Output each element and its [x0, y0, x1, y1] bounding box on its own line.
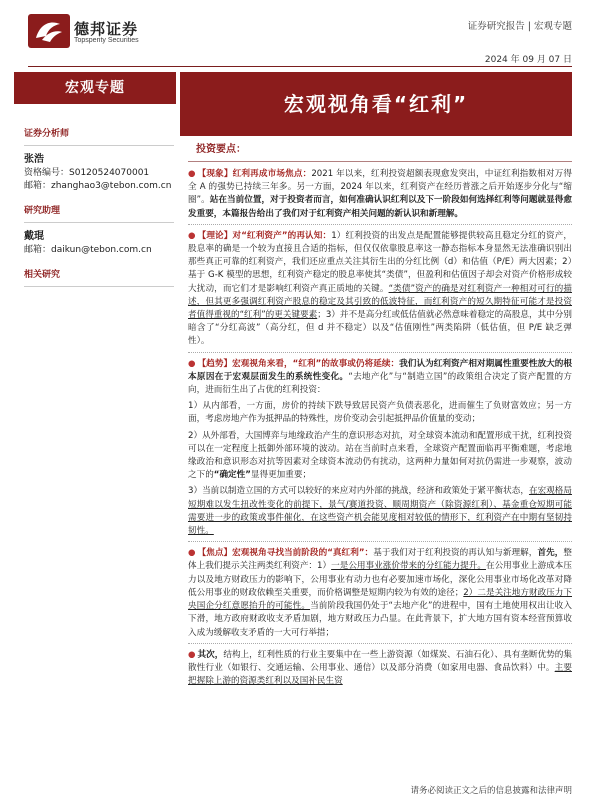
- paragraph-divider: [188, 352, 572, 353]
- bullet-icon: ●: [188, 649, 196, 660]
- paragraph-divider: [188, 541, 572, 542]
- analyst-cert: 资格编号：S0120524070001: [24, 168, 150, 178]
- paragraph-focus: ● 【焦点】宏观视角寻找当前阶段的“真红利”：基于我们对于红利投资的再认知与新理解，首先，整体上我们提示关注两类红利资产：1）一是公用事业涨价带来的分红能力提升。在公用事业上游成本压力以及地方财政压力的影响下，公用事业有动力也有必要加速市场化，深化公用事业市场化改革对降低公用事业的财政依赖至关重要，而价格调整是短期内较为有效的途径；2）二是关注地方财政压力下央国企分红意愿抬升的可能性。当前阶段我国仍处于“去地产化”的进程中，国有土地使用权出让收入下滑，地方政府财政收支矛盾加剧，地方财政压力凸显。在此背景下，扩大地方国有资本经营预算收入成为缓解收支矛盾的一大可行举措；: [188, 548, 572, 638]
- header-divider: [28, 66, 572, 67]
- bullet-icon: ●: [188, 548, 196, 559]
- trend-point-1: 1）从内部看，一方面，房价的持续下跌导致居民资产负债表恶化，进而催生了负财富效应；另一方面，考虑房地产作为抵押品的特殊性，房价变动会引起抵押品价值量的变动；: [188, 401, 572, 425]
- bullet-icon: ●: [188, 230, 196, 241]
- main-content: [188, 136, 572, 691]
- paragraph-trend: ● 【趋势】宏观视角来看，“红利”的故事或仍将延续：我们认为红利资产相对期属性重要性放大的根本原因在于宏观层面发生的系统性变化。“去地产化”与“制造立国”的政策组合决定了资产配置的方向，进而衍生出了占优的红利投资：: [188, 358, 572, 396]
- analyst-email[interactable]: 邮箱：zhanghao3@tebon.com.cn: [24, 181, 172, 191]
- paragraph-theory: ● 【理论】对“红利资产”的再认知：1）红利投资的出发点是配置能够提供较高且稳定分红的资产，股息率的确是一个较为直接且合适的指标，但仅仅依靠股息率这一静态指标本身显然无法准确识别出那些真正可靠的红利资产，我们还应重点关注其衍生出的分红比例（d）和估值（P/E）两大因素；2）基于 G-K 模型的思想，红利资产稳定的股息率使其“类债”，但盈利和估值因子却会对资产价格形成较大扰动，而它们才是影响红利资产真正质地的关键。“类债”资产的确是对红利资产一种相对可行的描述，但其更多强调红利资产股息的稳定及其引致的低波特征，而红利资产的短久期特征可能才是投资者值得重视的“红利”的更关键要素；3）并不是高分红或低估值就必然意味着稳定的高股息，其中分别暗含了“分红高波”（高分红，但 d 并不稳定）以及“估值刚性”两类陷阱（低估值，但 P/E 缺乏弹性）。: [188, 230, 573, 347]
- sidebar-divider: [24, 145, 174, 146]
- header: [0, 0, 600, 65]
- assistant-name: 戴琨: [24, 231, 44, 242]
- sidebar-divider: [24, 222, 174, 223]
- summary-divider: [188, 161, 572, 162]
- bullet-icon: ●: [188, 358, 196, 369]
- paragraph-divider: [188, 224, 572, 225]
- brand-name-en: Topsperity Securities: [74, 37, 139, 44]
- sidebar-divider: [24, 286, 174, 287]
- paragraph-phenomenon: ● 【现象】红利再成市场焦点：2021 年以来，红利投资超额表现愈发突出，中证红利指数相对万得全 A 的强势已持续三年多。另一方面，2024 年以来，红利资产在经历普涨之后开始逐步分化与“缩圈”。站在当前位置，对于投资者而言，如何准确认识红利以及下一阶段如何选择红利等问题就显得愈发重要，本篇报告给出了我们对于红利资产相关问题的新认识和新理解。: [188, 169, 572, 219]
- dragon-logo-icon: [28, 14, 70, 48]
- assistant-heading: 研究助理: [24, 206, 61, 216]
- paragraph-divider: [188, 643, 572, 644]
- trend-point-2: 2）从外部看，大国博弈与地缘政治产生的意识形态对抗，对全球资本流动和配置形成干扰，红利投资可以在一定程度上抵御外部环境的波动。站在当前时点来看，全球资产配置面临再平衡难题，考虑地缘政治和意识形态对抗等因素对全球资本流动仍有扰动，这两种力量如何对抗仍需进一步观察，波动之下的“确定性”显得更加重要；: [188, 430, 572, 481]
- section-banner: 宏观专题: [14, 72, 176, 104]
- analyst-heading: 证券分析师: [24, 129, 70, 139]
- summary-heading: 投资要点：: [196, 144, 246, 155]
- analyst-name: 张浩: [24, 154, 44, 165]
- report-type: 证券研究报告 | 宏观专题: [467, 21, 572, 32]
- legal-footer: 请务必阅读正文之后的信息披露和法律声明: [410, 786, 572, 796]
- bullet-icon: ●: [188, 169, 196, 179]
- brand-name: 德邦证券: [74, 20, 139, 38]
- assistant-email[interactable]: 邮箱：daikun@tebon.com.cn: [24, 245, 152, 255]
- page-title: 宏观视角看“红利”: [180, 72, 572, 136]
- paragraph-structure: ● 其次，结构上，红利性质的行业主要集中在一些上游资源（如煤炭、石油石化）、具有垄断优势的集散性行业（如银行、交通运输、公用事业、通信）以及部分消费（如家用电器、食品饮料）中。主要把握除上游的资源类红利以及国补民生资: [188, 649, 572, 687]
- report-date: 2024 年 09 月 07 日: [484, 55, 572, 65]
- sidebar: [24, 118, 174, 293]
- related-research-heading: 相关研究: [24, 270, 61, 280]
- trend-point-3: 3）当前以制造立国的方式可以较好的来应对内外部的挑战，经济和政策处于紧平衡状态，在宏观格局短期难以发生扭改性变化的前提下，景气/赛道投资、顺周期资产（除资源红利）、基金重仓短期可能需要进一步的政策或事件催化，在这些资产机会能见度相对较低的情形下，红利资产在中期有坚韧持韧性。: [188, 486, 572, 537]
